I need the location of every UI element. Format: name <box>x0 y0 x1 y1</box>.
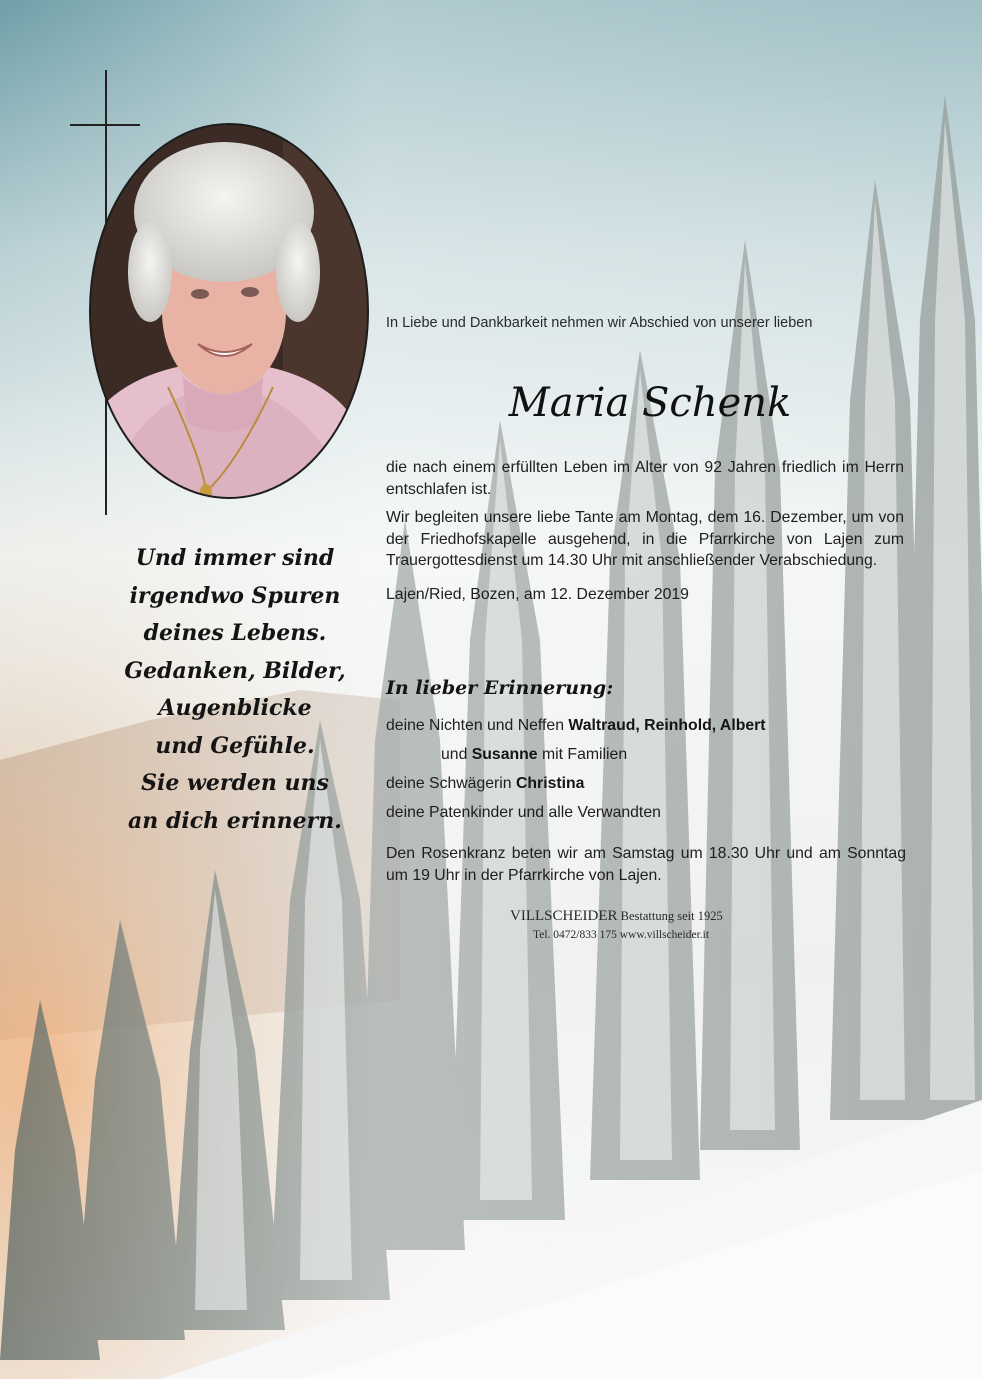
poem-line: Gedanken, Bilder, <box>124 657 346 684</box>
funeral-home <box>510 908 723 941</box>
funeral-home-name: VILLSCHEIDER Bestattung seit 1925 <box>510 908 723 924</box>
place-date: Lajen/Ried, Bozen, am 12. Dezember 2019 <box>386 585 689 603</box>
intro-line: In Liebe und Dankbarkeit nehmen wir Abschied von unserer lieben <box>386 315 813 331</box>
deceased-name: Maria Schenk <box>508 380 792 426</box>
mourners-list <box>386 713 906 829</box>
obituary-text <box>386 457 904 613</box>
mourner-row: deine Schwägerin Christina <box>386 775 585 792</box>
portrait-photo <box>88 122 370 500</box>
funeral-home-contact: Tel. 0472/833 175 www.villscheider.it <box>533 929 710 941</box>
ceremony-paragraph: Wir begleiten unsere liebe Tante am Montag, dem 16. Dezember, um von der Friedhofskapelle ausgehend, in die Pfarrkirche von Lajen zum Trauergottesdienst um 14.30 Uhr mit anschließender Verabschiedung. <box>386 509 904 570</box>
poem-line: irgendwo Spuren <box>129 582 341 609</box>
age-paragraph: die nach einem erfüllten Leben im Alter von 92 Jahren friedlich im Herrn entschlafen ist. <box>386 459 904 498</box>
mourner-row: deine Nichten und Neffen Waltraud, Reinhold, Albert <box>386 717 766 734</box>
memory-heading: In lieber Erinnerung: <box>386 677 614 699</box>
poem-line: an dich erinnern. <box>128 807 342 834</box>
poem-line: Sie werden uns <box>141 770 329 796</box>
mourner-row: deine Patenkinder und alle Verwandten <box>386 804 661 821</box>
rosary-notice: Den Rosenkranz beten wir am Samstag um 18.30 Uhr und am Sonntag um 19 Uhr in der Pfarrkirche von Lajen. <box>386 845 906 884</box>
mourner-row: und Susanne mit Familien <box>441 746 628 763</box>
poem-line: Augenblicke <box>158 695 312 721</box>
poem-line: deines Lebens. <box>143 620 327 646</box>
poem-line: und Gefühle. <box>155 732 315 759</box>
memorial-poem <box>95 540 375 840</box>
poem-line: Und immer sind <box>135 545 335 571</box>
